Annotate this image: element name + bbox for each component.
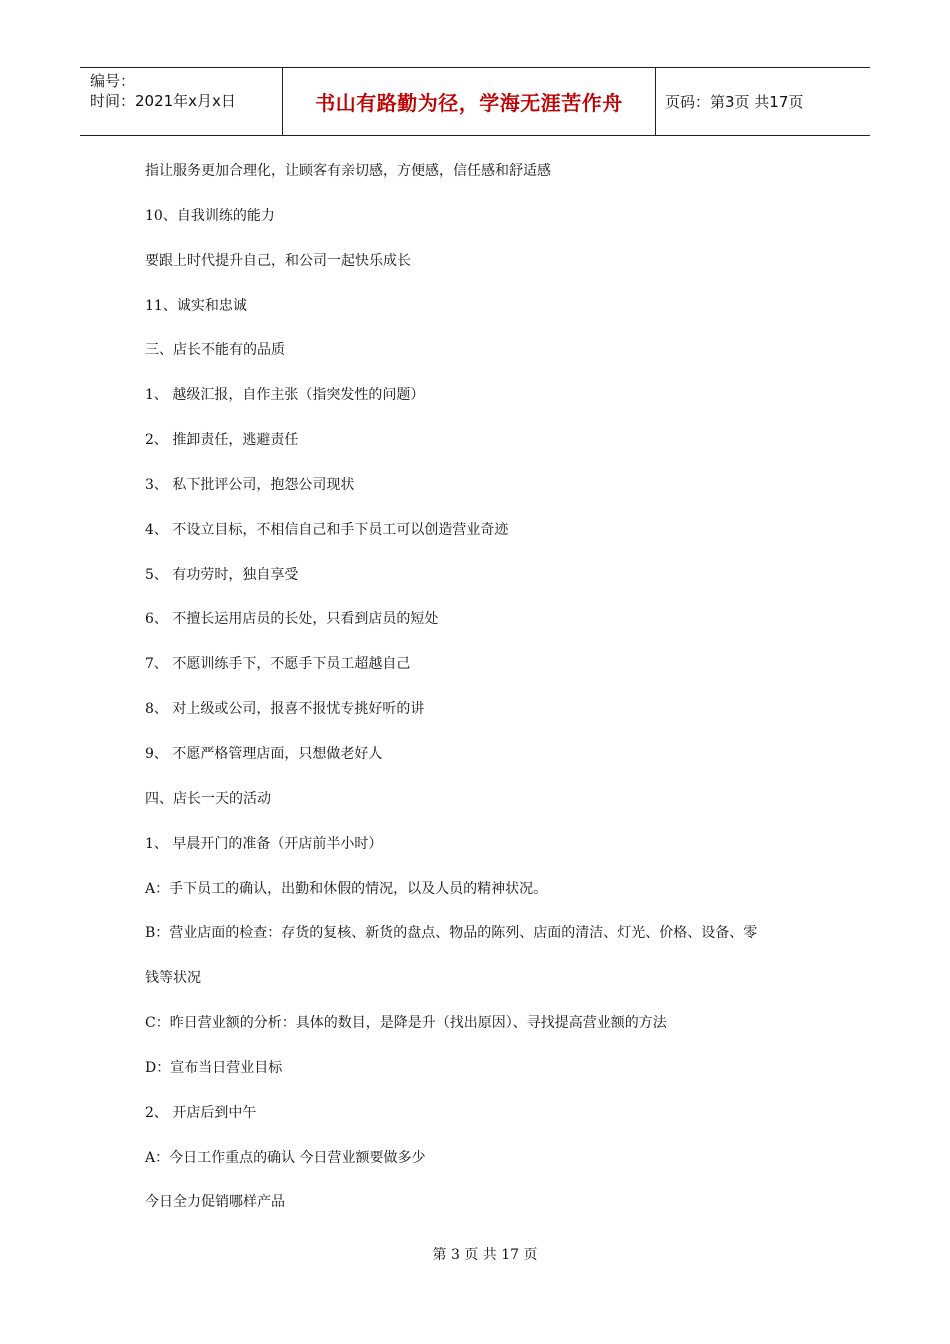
body-paragraph: 7、 不愿训练手下，不愿手下员工超越自己 [145,656,411,673]
document-body [145,155,825,1231]
header-meta [80,68,282,135]
header-motto: 书山有路勤为径，学海无涯苦作舟 [315,91,623,115]
body-paragraph: 4、 不设立目标，不相信自己和手下员工可以创造营业奇迹 [145,521,509,538]
body-paragraph: 2、 开店后到中午 [145,1104,257,1121]
body-paragraph: 6、 不擅长运用店员的长处，只看到店员的短处 [145,611,439,628]
page-footer: 第 3 页 共 17 页 [432,1247,538,1263]
header-page-number: 页码：第3页 共17页 [665,93,804,111]
body-paragraph: 3、 私下批评公司，抱怨公司现状 [145,476,355,493]
body-paragraph: 要跟上时代提升自己，和公司一起快乐成长 [145,252,411,269]
page-header [80,67,870,136]
body-paragraph: 今日全力促销哪样产品 [145,1194,285,1211]
body-paragraph: 1、 早晨开门的准备（开店前半小时） [145,835,383,852]
body-paragraph: 11、诚实和忠诚 [145,297,247,314]
body-paragraph: 三、店长不能有的品质 [145,342,285,359]
body-paragraph: 10、自我训练的能力 [145,207,275,224]
body-paragraph: 5、 有功劳时，独自享受 [145,566,299,583]
body-paragraph: D：宣布当日营业目标 [145,1059,283,1076]
body-paragraph: A：手下员工的确认，出勤和休假的情况，以及人员的精神状况。 [145,880,548,897]
body-paragraph: 指让服务更加合理化，让顾客有亲切感，方便感，信任感和舒适感 [145,163,551,179]
body-paragraph: 钱等状况 [145,970,201,987]
body-paragraph: C：昨日营业额的分析：具体的数目，是降是升（找出原因）、寻找提高营业额的方法 [145,1015,667,1032]
body-paragraph: A：今日工作重点的确认 今日营业额要做多少 [145,1149,426,1166]
body-paragraph: B：营业店面的检查：存货的复核、新货的盘点、物品的陈列、店面的清洁、灯光、价格、设备、零 [145,925,758,942]
body-paragraph: 1、 越级汇报，自作主张（指突发性的问题） [145,387,425,404]
document-date-label: 时间：2021年x月x日 [90,92,236,110]
document-number-label: 编号： [90,72,136,90]
body-paragraph: 8、 对上级或公司，报喜不报忧专挑好听的讲 [145,701,425,718]
body-paragraph: 四、店长一天的活动 [145,790,271,807]
body-paragraph: 9、 不愿严格管理店面，只想做老好人 [145,745,383,762]
body-paragraph: 2、 推卸责任，逃避责任 [145,432,299,449]
